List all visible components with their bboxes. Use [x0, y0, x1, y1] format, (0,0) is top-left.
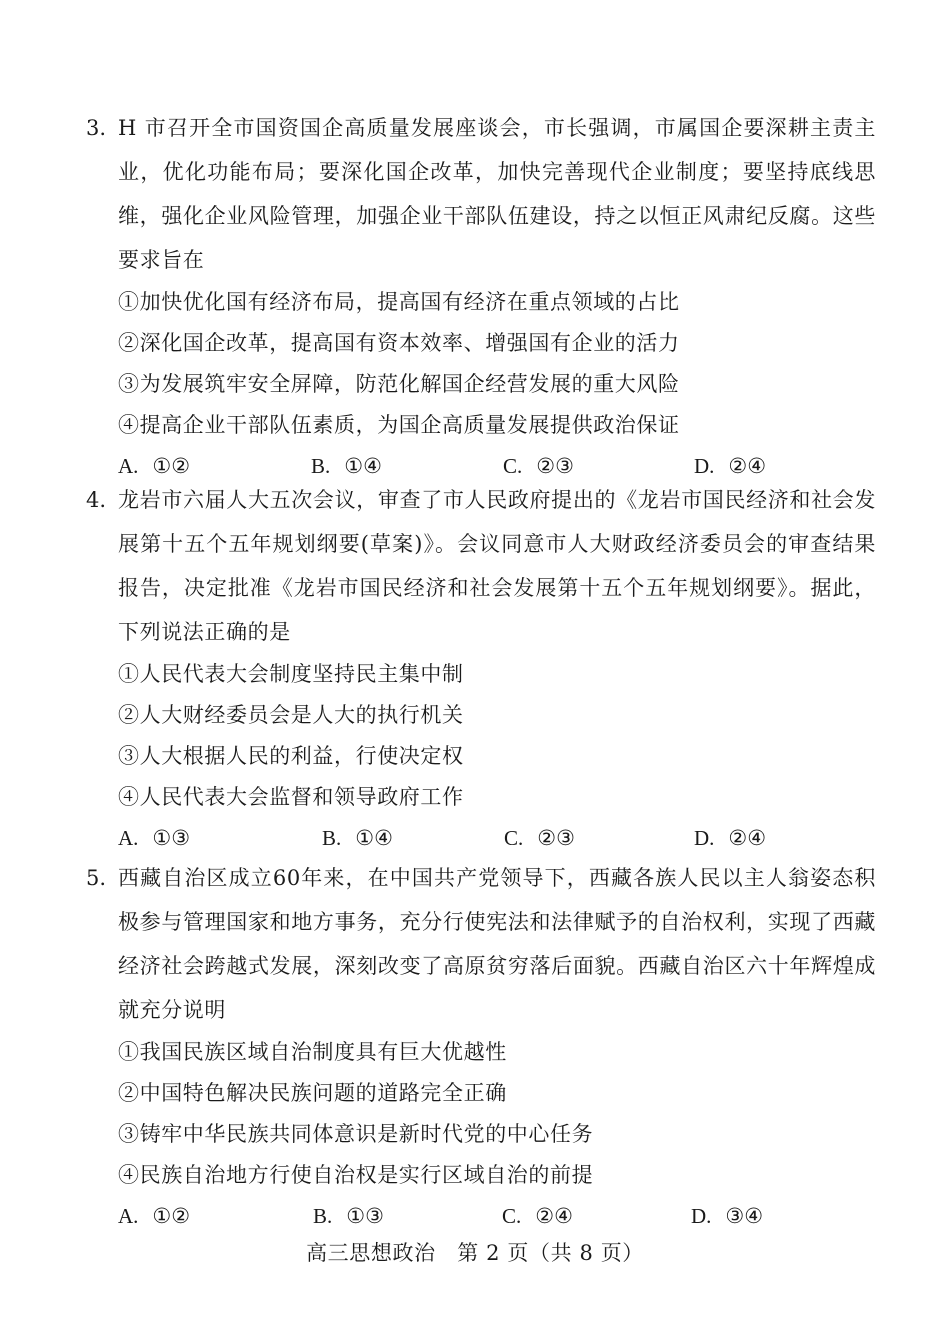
option-letter: C.: [504, 826, 524, 850]
option-text: ①④: [344, 454, 382, 478]
option-text: ②④: [728, 826, 767, 850]
option-letter: B.: [322, 826, 342, 850]
option-text: ③④: [725, 1204, 764, 1228]
statement-1: ①加快优化国有经济布局，提高国有经济在重点领域的占比: [118, 290, 680, 314]
statement-3: ③人大根据人民的利益，行使决定权: [118, 744, 464, 768]
statement-1: ①人民代表大会制度坚持民主集中制: [118, 662, 464, 686]
question-5: [86, 856, 876, 1236]
statement-3: ③铸牢中华民族共同体意识是新时代党的中心任务: [118, 1122, 594, 1146]
statement-4: ④民族自治地方行使自治权是实行区域自治的前提: [118, 1163, 594, 1187]
statement-2: ②中国特色解决民族问题的道路完全正确: [118, 1081, 507, 1105]
option-letter: D.: [694, 454, 715, 478]
option-text: ①③: [152, 826, 191, 850]
option-letter: B.: [311, 454, 331, 478]
option-d[interactable]: [694, 818, 766, 858]
statement-3: ③为发展筑牢安全屏障，防范化解国企经营发展的重大风险: [118, 372, 680, 396]
option-c[interactable]: [502, 1196, 573, 1236]
option-a[interactable]: [118, 1196, 190, 1236]
statement-4: ④人民代表大会监督和领导政府工作: [118, 785, 464, 809]
option-text: ①②: [152, 1204, 191, 1228]
option-letter: B.: [313, 1204, 333, 1228]
statement-1: ①我国民族区域自治制度具有巨大优越性: [118, 1040, 507, 1064]
question-number: 5.: [86, 866, 107, 890]
question-4: [86, 478, 876, 858]
answer-options: [118, 818, 876, 858]
option-text: ②③: [536, 454, 574, 478]
option-a[interactable]: [118, 818, 190, 858]
option-text: ①④: [355, 826, 393, 850]
question-stem: 西藏自治区成立60年来，在中国共产党领导下，西藏各族人民以主人翁姿态积极参与管理国家和地方事务，充分行使宪法和法律赋予的自治权利，实现了西藏经济社会跨越式发展，深刻改变了高原贫穷落后面貌。西藏自治区六十年辉煌成就充分说明: [118, 866, 876, 1022]
answer-options: [118, 1196, 876, 1236]
question-number: 4.: [86, 488, 107, 512]
page-footer: 高三思想政治 第 2 页（共 8 页）: [306, 1241, 644, 1265]
question-3: [86, 106, 876, 486]
option-letter: C.: [503, 454, 523, 478]
option-letter: A.: [118, 454, 139, 478]
option-b[interactable]: [322, 818, 393, 858]
statement-2: ②人大财经委员会是人大的执行机关: [118, 703, 464, 727]
option-letter: C.: [502, 1204, 522, 1228]
statement-4: ④提高企业干部队伍素质，为国企高质量发展提供政治保证: [118, 413, 680, 437]
option-text: ①③: [346, 1204, 384, 1228]
question-stem: H 市召开全市国资国企高质量发展座谈会，市长强调，市属国企要深耕主责主业，优化功能布局；要深化国企改革，加快完善现代企业制度；要坚持底线思维，强化企业风险管理，加强企业干部队伍建设，持之以恒正风肃纪反腐。这些要求旨在: [118, 116, 876, 272]
option-b[interactable]: [313, 1196, 384, 1236]
statement-2: ②深化国企改革，提高国有资本效率、增强国有企业的活力: [118, 331, 680, 355]
question-number: 3.: [86, 116, 107, 140]
option-text: ②④: [728, 454, 767, 478]
option-letter: A.: [118, 1204, 139, 1228]
option-letter: A.: [118, 826, 139, 850]
question-stem: 龙岩市六届人大五次会议，审查了市人民政府提出的《龙岩市国民经济和社会发展第十五个五年规划纲要(草案)》。会议同意市人大财政经济委员会的审查结果报告，决定批准《龙岩市国民经济和社会发展第十五个五年规划纲要》。据此，下列说法正确的是: [118, 488, 876, 644]
option-text: ①②: [152, 454, 191, 478]
option-text: ②④: [535, 1204, 573, 1228]
option-c[interactable]: [504, 818, 575, 858]
option-text: ②③: [537, 826, 575, 850]
option-letter: D.: [694, 826, 715, 850]
option-d[interactable]: [691, 1196, 763, 1236]
option-letter: D.: [691, 1204, 712, 1228]
